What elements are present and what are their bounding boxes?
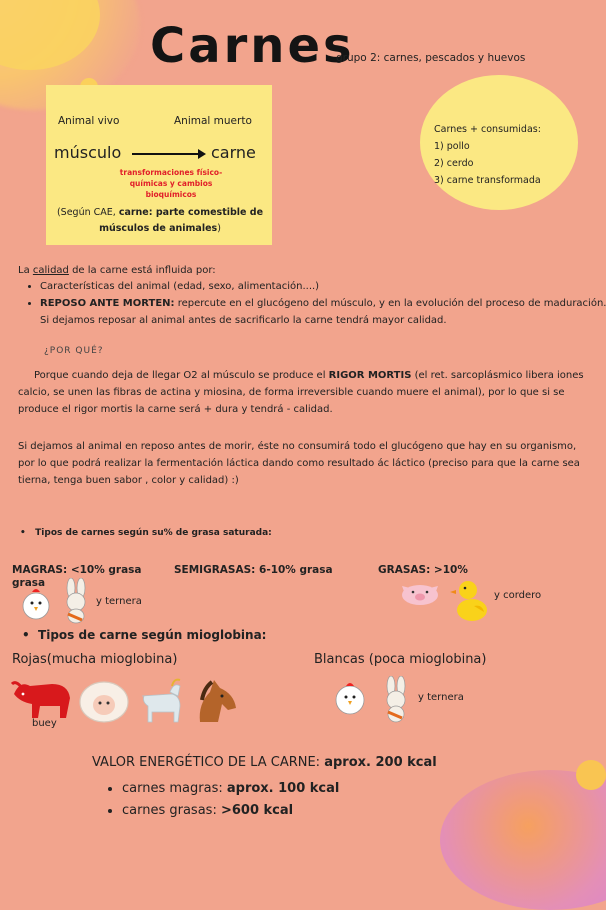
mioglobina-heading: • Tipos de carne según mioglobina: [22,628,267,642]
cordero-label: y cordero [494,590,542,601]
list-item: • REPOSO ANTE MORTEN: repercute en el glucógeno del músculo, y en la evolución del proceso de maduración. Si dejamos reposar al animal antes de sacrificarlo la carne tendrá mayor calidad. [40,295,606,329]
page-title: Carnes [150,18,355,74]
decor-dot-bottom-right [576,760,606,790]
animal-muerto-label: Animal muerto [174,115,252,127]
transformaciones-note: transformaciones físico-químicas y cambios bioquímicos [119,168,223,199]
consumidas-circle [420,75,578,210]
consumidas-item: 2) cerdo [434,158,474,169]
duck-icon [450,578,490,624]
chicken-icon [332,676,368,716]
rigor-mortis-paragraph: Porque cuando deja de llegar O2 al músculo se produce el RIGOR MORTIS (el ret. sarcoplásmico libera iones calcio, se unen las fibras de actina y miosina, de forma irreversible cuando muere el animal), por lo que si se produce el rigor mortis la carne será + dura y tendrá - calidad. [18,370,584,415]
arrow-right-icon [132,153,202,155]
animal-vivo-label: Animal vivo [58,115,120,127]
magras-label: MAGRAS: <10% grasa grasa [12,564,142,589]
horse-icon [190,676,240,726]
musculo-label: músculo [54,143,122,162]
goat-icon [134,678,186,724]
decor-blob-bottom-right [440,770,606,910]
reposo-paragraph: Si dejamos al animal en reposo antes de morir, éste no consumirá todo el glucógeno que hay en su organismo, por lo que podrá realizar la fermentación láctica dando como resultado ác láctico (preciso para que la carne sea tierna, tenga buen sabor , color y calidad) :) [18,441,580,486]
consumidas-item: 1) pollo [434,141,470,152]
blancas-label: Blancas (poca mioglobina) [314,652,487,667]
page-subtitle: grupo 2: carnes, pescados y huevos [336,52,526,64]
list-item: • carnes grasas: >600 kcal [122,800,339,822]
rabbit-icon [378,676,414,724]
list-item: • Características del animal (edad, sexo, alimentación....) [40,278,606,295]
ternera-label: y ternera [96,596,142,607]
valor-energetico-list [104,778,339,822]
consumidas-item: 3) carne transformada [434,175,541,186]
chicken-icon [18,584,54,622]
list-item: • carnes magras: aprox. 100 kcal [122,778,339,800]
semigrasas-label: SEMIGRASAS: 6-10% grasa [174,564,333,576]
cae-definition: (Según CAE, carne: parte comestible de músculos de animales) [56,207,264,234]
rabbit-icon [58,578,94,624]
calidad-list [24,278,606,329]
calidad-intro: La calidad de la carne está influida por: [18,265,216,276]
valor-energetico-title: VALOR ENERGÉTICO DE LA CARNE: aprox. 200 kcal [92,755,437,770]
pig-icon [398,582,442,608]
buey-label: buey [32,718,57,729]
grasa-heading: • Tipos de carnes según su% de grasa saturada: [20,528,272,538]
definition-box [46,85,272,245]
carne-label: carne [211,143,256,162]
rojas-label: Rojas(mucha mioglobina) [12,652,178,667]
consumidas-title: Carnes + consumidas: [434,124,541,135]
porque-question: ¿POR QUÉ? [44,346,104,356]
ternera-label: y ternera [418,692,464,703]
sheep-icon [78,680,130,724]
grasas-label: GRASAS: >10% [378,564,468,576]
